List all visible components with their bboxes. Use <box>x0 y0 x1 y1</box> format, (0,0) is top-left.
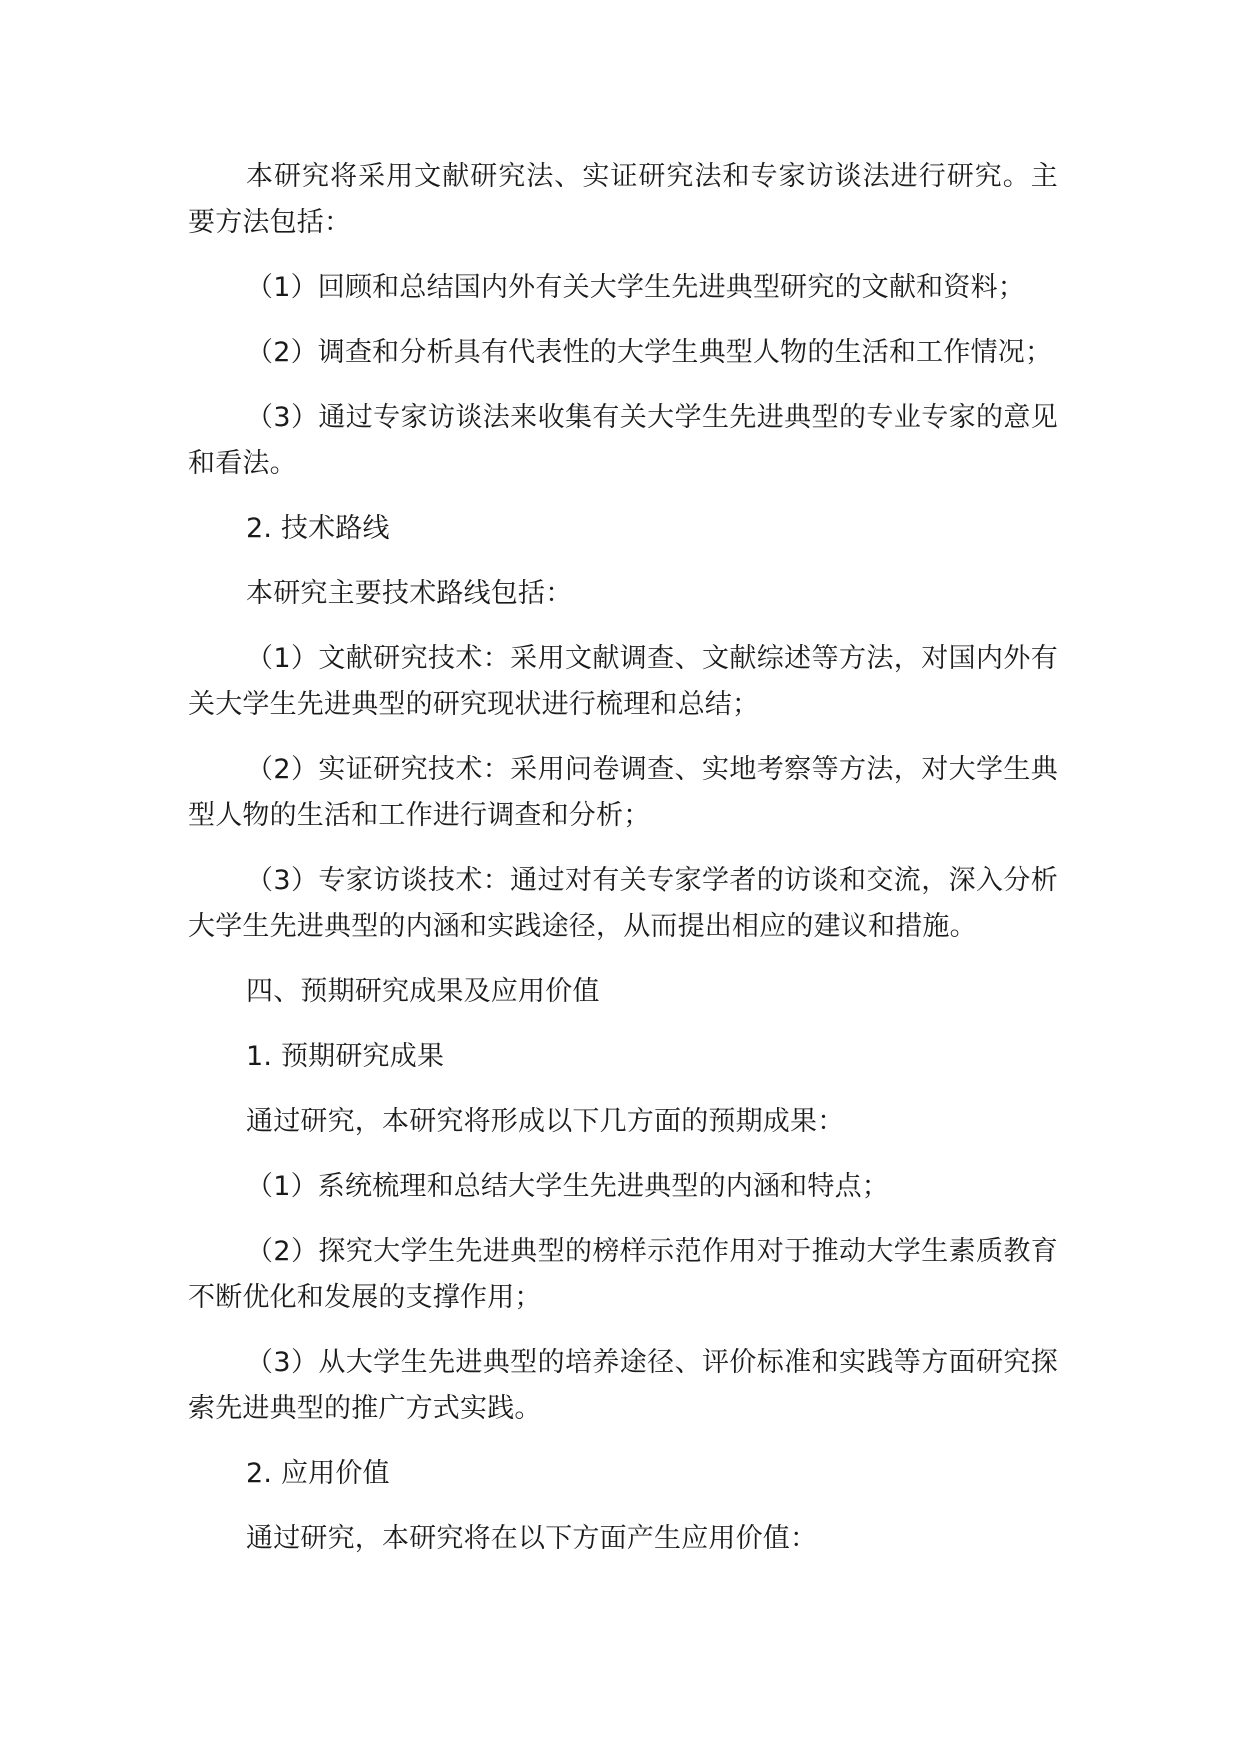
paragraph-result-2: （2）探究大学生先进典型的榜样示范作用对于推动大学生素质教育不断优化和发展的支撑作用； <box>188 1236 1058 1313</box>
paragraph-value-intro: 通过研究，本研究将在以下方面产生应用价值： <box>246 1523 818 1554</box>
heading-technical-route: 2. 技术路线 <box>246 513 390 544</box>
paragraph-result-3: （3）从大学生先进典型的培养途径、评价标准和实践等方面研究探索先进典型的推广方式实践。 <box>188 1347 1058 1424</box>
paragraph-method-2: （2）调查和分析具有代表性的大学生典型人物的生活和工作情况； <box>246 337 1053 368</box>
document-body <box>188 154 1058 1581</box>
paragraph-route-intro: 本研究主要技术路线包括： <box>246 578 573 609</box>
paragraph-route-1: （1）文献研究技术：采用文献调查、文献综述等方法，对国内外有关大学生先进典型的研究现状进行梳理和总结； <box>188 643 1058 720</box>
paragraph-results-intro: 通过研究，本研究将形成以下几方面的预期成果： <box>246 1106 845 1137</box>
heading-section-four: 四、预期研究成果及应用价值 <box>246 976 600 1007</box>
paragraph-route-2: （2）实证研究技术：采用问卷调查、实地考察等方法，对大学生典型人物的生活和工作进行调查和分析； <box>188 754 1058 831</box>
heading-application-value: 2. 应用价值 <box>246 1458 390 1489</box>
paragraph-methods-intro: 本研究将采用文献研究法、实证研究法和专家访谈法进行研究。主要方法包括： <box>188 161 1058 238</box>
heading-expected-results: 1. 预期研究成果 <box>246 1041 445 1072</box>
paragraph-route-3: （3）专家访谈技术：通过对有关专家学者的访谈和交流，深入分析大学生先进典型的内涵和实践途径，从而提出相应的建议和措施。 <box>188 865 1058 942</box>
paragraph-method-1: （1）回顾和总结国内外有关大学生先进典型研究的文献和资料； <box>246 272 1025 303</box>
paragraph-method-3: （3）通过专家访谈法来收集有关大学生先进典型的专业专家的意见和看法。 <box>188 402 1058 479</box>
paragraph-result-1: （1）系统梳理和总结大学生先进典型的内涵和特点； <box>246 1171 889 1202</box>
